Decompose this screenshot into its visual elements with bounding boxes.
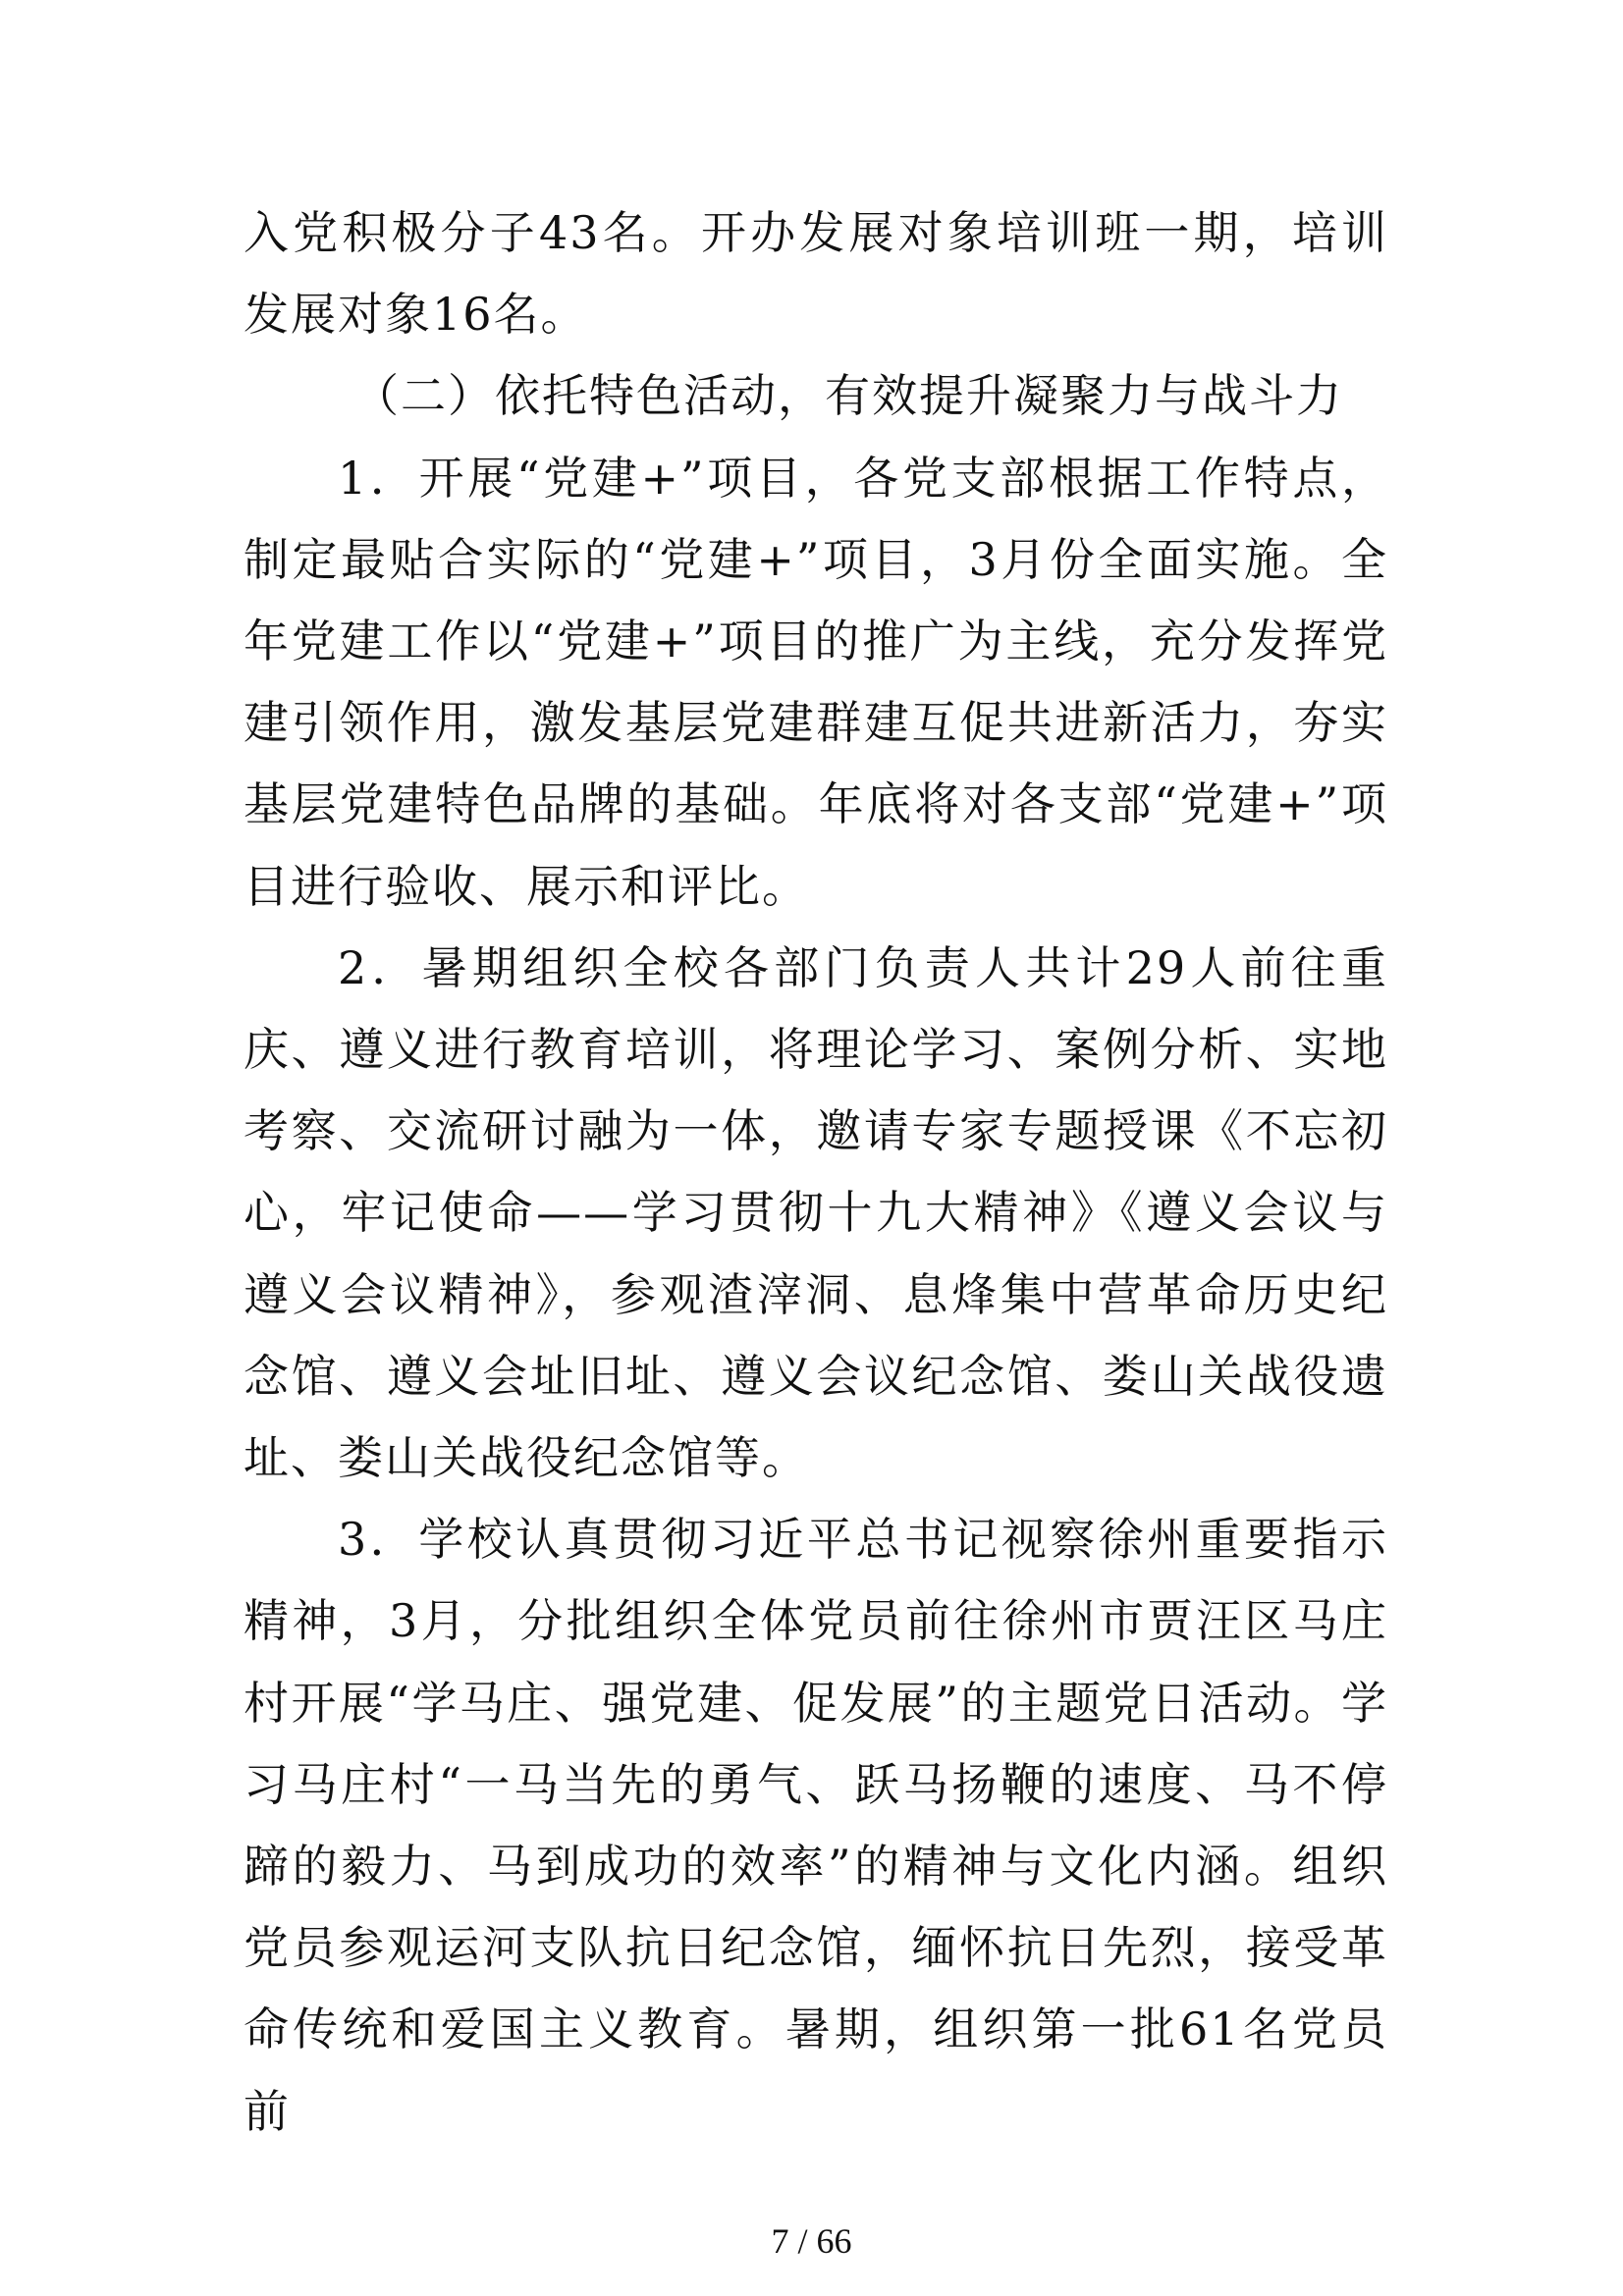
page-number: 7 / 66 [771, 2221, 852, 2261]
paragraph-item-1: 1．开展“党建+”项目，各党支部根据工作特点，制定最贴合实际的“党建+”项目，3月份全面实施。全年党建工作以“党建+”项目的推广为主线，充分发挥党建引领作用，激发基层党建群建互促共进新活力，夯实基层党建特色品牌的基础。年底将对各支部“党建+”项目进行验收、展示和评比。 [243, 451, 1388, 913]
paragraph-item-2: 2．暑期组织全校各部门负责人共计29人前往重庆、遵义进行教育培训，将理论学习、案例分析、实地考察、交流研讨融为一体，邀请专家专题授课《不忘初心，牢记使命——学习贯彻十九大精神》《遵义会议与遵义会议精神》，参观渣滓洞、息烽集中营革命历史纪念馆、遵义会址旧址、遵义会议纪念馆、娄山关战役遗址、娄山关战役纪念馆等。 [243, 940, 1388, 1485]
document-page [243, 192, 1388, 2153]
paragraph-continuation: 入党积极分子43名。开办发展对象培训班一期，培训发展对象16名。 [243, 206, 1388, 342]
section-heading: （二）依托特色活动，有效提升凝聚力与战斗力 [353, 369, 1343, 423]
paragraph-item-3: 3．学校认真贯彻习近平总书记视察徐州重要指示精神，3月，分批组织全体党员前往徐州市贾汪区马庄村开展“学马庄、强党建、促发展”的主题党日活动。学习马庄村“一马当先的勇气、跃马扬鞭的速度、马不停蹄的毅力、马到成功的效率”的精神与文化内涵。组织党员参观运河支队抗日纪念馆，缅怀抗日先烈，接受革命传统和爱国主义教育。暑期，组织第一批61名党员前 [243, 1513, 1388, 2138]
